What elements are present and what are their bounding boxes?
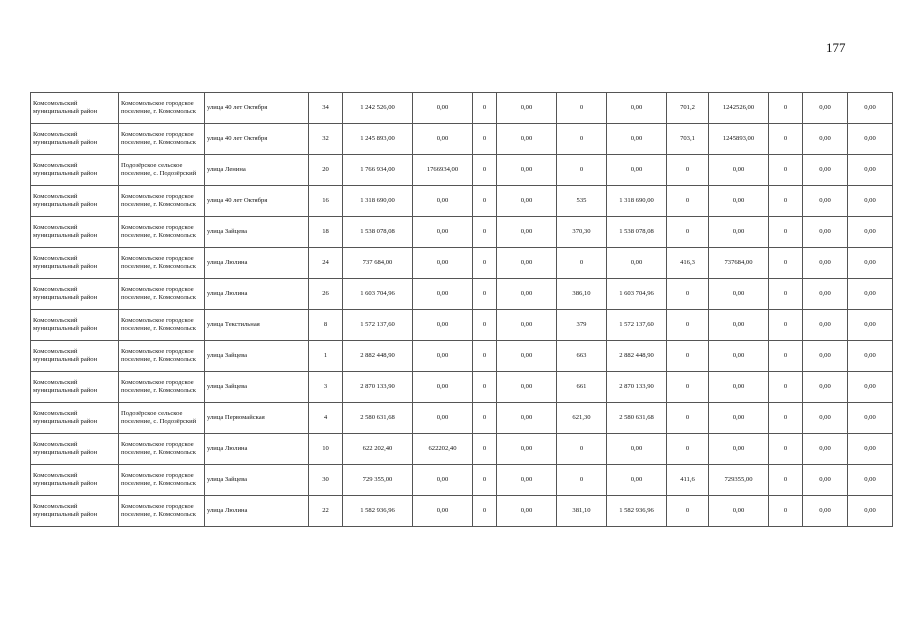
table-row	[31, 465, 893, 496]
cell-cost-col-8: 0,00	[497, 93, 557, 124]
cell-cost-col-12: 0,00	[709, 217, 769, 248]
cell-cost-col-10: 1 582 936,96	[607, 496, 667, 527]
cell-cost-col-8: 0,00	[497, 155, 557, 186]
cell-cost-col-14: 0,00	[803, 248, 848, 279]
cell-settlement: Комсомольское городское поселение, г. Комсомольск	[119, 186, 205, 217]
cell-count-col-7: 0	[473, 372, 497, 403]
cell-count-col-13: 0	[769, 465, 803, 496]
cell-cost-col-15: 0,00	[848, 124, 893, 155]
cell-house-number: 22	[309, 496, 343, 527]
cell-count-col-13: 0	[769, 248, 803, 279]
cell-cost-col-12: 737684,00	[709, 248, 769, 279]
cell-cost-col-6: 0,00	[413, 279, 473, 310]
cell-street: улица Первомайская	[205, 403, 309, 434]
cell-cost-col-10: 2 882 448,90	[607, 341, 667, 372]
cell-area-col-11: 0	[667, 155, 709, 186]
cell-total-cost: 1 582 936,96	[343, 496, 413, 527]
cell-cost-col-14: 0,00	[803, 403, 848, 434]
cell-cost-col-14: 0,00	[803, 372, 848, 403]
cell-cost-col-12: 0,00	[709, 279, 769, 310]
cell-house-number: 4	[309, 403, 343, 434]
cell-street: улица 40 лет Октября	[205, 186, 309, 217]
cell-cost-col-15: 0,00	[848, 93, 893, 124]
cell-cost-col-8: 0,00	[497, 279, 557, 310]
cell-settlement: Комсомольское городское поселение, г. Комсомольск	[119, 310, 205, 341]
cell-area-col-11: 0	[667, 496, 709, 527]
cell-total-cost: 737 684,00	[343, 248, 413, 279]
cell-house-number: 20	[309, 155, 343, 186]
cell-count-col-7: 0	[473, 279, 497, 310]
cell-area-col-11: 0	[667, 279, 709, 310]
table-row	[31, 155, 893, 186]
cell-cost-col-14: 0,00	[803, 279, 848, 310]
cell-street: улица Текстильная	[205, 310, 309, 341]
cell-cost-col-8: 0,00	[497, 310, 557, 341]
cell-district: Комсомольский муниципальный район	[31, 310, 119, 341]
cell-cost-col-10: 1 538 078,08	[607, 217, 667, 248]
cell-count-col-13: 0	[769, 93, 803, 124]
housing-register-table	[30, 92, 893, 527]
cell-count-col-13: 0	[769, 186, 803, 217]
cell-cost-col-6: 0,00	[413, 124, 473, 155]
cell-cost-col-12: 0,00	[709, 310, 769, 341]
cell-area-col-9: 0	[557, 124, 607, 155]
cell-settlement: Комсомольское городское поселение, г. Комсомольск	[119, 496, 205, 527]
cell-total-cost: 1 245 893,00	[343, 124, 413, 155]
table-row	[31, 372, 893, 403]
cell-cost-col-6: 0,00	[413, 186, 473, 217]
cell-street: улица Зайцева	[205, 217, 309, 248]
cell-area-col-11: 0	[667, 372, 709, 403]
cell-area-col-9: 661	[557, 372, 607, 403]
cell-area-col-11: 0	[667, 403, 709, 434]
cell-cost-col-12: 1245893,00	[709, 124, 769, 155]
cell-count-col-13: 0	[769, 279, 803, 310]
cell-cost-col-14: 0,00	[803, 434, 848, 465]
cell-cost-col-15: 0,00	[848, 186, 893, 217]
cell-area-col-9: 663	[557, 341, 607, 372]
cell-count-col-7: 0	[473, 155, 497, 186]
cell-cost-col-12: 0,00	[709, 403, 769, 434]
cell-area-col-9: 621,30	[557, 403, 607, 434]
cell-cost-col-10: 0,00	[607, 248, 667, 279]
table-row	[31, 496, 893, 527]
cell-street: улица Зайцева	[205, 341, 309, 372]
cell-cost-col-8: 0,00	[497, 341, 557, 372]
cell-cost-col-14: 0,00	[803, 186, 848, 217]
cell-cost-col-10: 0,00	[607, 124, 667, 155]
cell-district: Комсомольский муниципальный район	[31, 217, 119, 248]
cell-count-col-13: 0	[769, 155, 803, 186]
cell-street: улица Зайцева	[205, 465, 309, 496]
cell-cost-col-15: 0,00	[848, 465, 893, 496]
cell-cost-col-6: 0,00	[413, 496, 473, 527]
table-row	[31, 434, 893, 465]
cell-cost-col-15: 0,00	[848, 496, 893, 527]
cell-area-col-9: 381,10	[557, 496, 607, 527]
cell-area-col-9: 0	[557, 155, 607, 186]
cell-area-col-9: 0	[557, 248, 607, 279]
cell-count-col-7: 0	[473, 341, 497, 372]
cell-cost-col-15: 0,00	[848, 217, 893, 248]
cell-area-col-11: 0	[667, 341, 709, 372]
cell-cost-col-6: 0,00	[413, 248, 473, 279]
cell-count-col-7: 0	[473, 186, 497, 217]
cell-district: Комсомольский муниципальный район	[31, 434, 119, 465]
cell-district: Комсомольский муниципальный район	[31, 93, 119, 124]
cell-settlement: Подозёрское сельское поселение, с. Подозёрский	[119, 155, 205, 186]
cell-area-col-11: 416,3	[667, 248, 709, 279]
cell-cost-col-8: 0,00	[497, 372, 557, 403]
cell-area-col-9: 386,10	[557, 279, 607, 310]
cell-district: Комсомольский муниципальный район	[31, 341, 119, 372]
table-row	[31, 403, 893, 434]
cell-cost-col-10: 0,00	[607, 155, 667, 186]
table-row	[31, 310, 893, 341]
cell-settlement: Комсомольское городское поселение, г. Комсомольск	[119, 124, 205, 155]
cell-house-number: 10	[309, 434, 343, 465]
cell-cost-col-12: 1242526,00	[709, 93, 769, 124]
cell-house-number: 18	[309, 217, 343, 248]
cell-count-col-13: 0	[769, 217, 803, 248]
cell-area-col-9: 535	[557, 186, 607, 217]
cell-count-col-7: 0	[473, 403, 497, 434]
cell-cost-col-6: 0,00	[413, 310, 473, 341]
table-row	[31, 124, 893, 155]
cell-street: улица Зайцева	[205, 372, 309, 403]
cell-cost-col-14: 0,00	[803, 341, 848, 372]
cell-settlement: Комсомольское городское поселение, г. Комсомольск	[119, 434, 205, 465]
cell-street: улица 40 лет Октября	[205, 93, 309, 124]
cell-cost-col-14: 0,00	[803, 465, 848, 496]
table-row	[31, 248, 893, 279]
cell-cost-col-15: 0,00	[848, 403, 893, 434]
cell-settlement: Комсомольское городское поселение, г. Комсомольск	[119, 279, 205, 310]
cell-cost-col-6: 1766934,00	[413, 155, 473, 186]
cell-street: улица Люлина	[205, 434, 309, 465]
cell-count-col-13: 0	[769, 341, 803, 372]
cell-settlement: Комсомольское городское поселение, г. Комсомольск	[119, 372, 205, 403]
cell-count-col-7: 0	[473, 217, 497, 248]
cell-total-cost: 1 242 526,00	[343, 93, 413, 124]
cell-settlement: Комсомольское городское поселение, г. Комсомольск	[119, 217, 205, 248]
cell-settlement: Комсомольское городское поселение, г. Комсомольск	[119, 341, 205, 372]
cell-street: улица Люлина	[205, 248, 309, 279]
cell-house-number: 30	[309, 465, 343, 496]
cell-cost-col-8: 0,00	[497, 248, 557, 279]
cell-cost-col-10: 0,00	[607, 465, 667, 496]
table-row	[31, 341, 893, 372]
cell-cost-col-10: 1 603 704,96	[607, 279, 667, 310]
cell-cost-col-6: 0,00	[413, 341, 473, 372]
cell-total-cost: 622 202,40	[343, 434, 413, 465]
cell-cost-col-6: 0,00	[413, 403, 473, 434]
cell-total-cost: 1 766 934,00	[343, 155, 413, 186]
cell-count-col-7: 0	[473, 434, 497, 465]
cell-cost-col-12: 0,00	[709, 372, 769, 403]
cell-street: улица Люлина	[205, 279, 309, 310]
cell-cost-col-14: 0,00	[803, 310, 848, 341]
cell-count-col-13: 0	[769, 496, 803, 527]
cell-area-col-11: 0	[667, 186, 709, 217]
cell-cost-col-12: 0,00	[709, 155, 769, 186]
cell-area-col-11: 703,1	[667, 124, 709, 155]
cell-house-number: 32	[309, 124, 343, 155]
cell-district: Комсомольский муниципальный район	[31, 186, 119, 217]
cell-area-col-11: 701,2	[667, 93, 709, 124]
table-body	[31, 93, 893, 527]
cell-cost-col-10: 2 580 631,68	[607, 403, 667, 434]
cell-cost-col-12: 729355,00	[709, 465, 769, 496]
cell-count-col-7: 0	[473, 93, 497, 124]
cell-house-number: 1	[309, 341, 343, 372]
cell-district: Комсомольский муниципальный район	[31, 403, 119, 434]
cell-house-number: 8	[309, 310, 343, 341]
cell-cost-col-15: 0,00	[848, 372, 893, 403]
cell-district: Комсомольский муниципальный район	[31, 496, 119, 527]
cell-cost-col-6: 0,00	[413, 217, 473, 248]
cell-cost-col-8: 0,00	[497, 186, 557, 217]
cell-count-col-13: 0	[769, 310, 803, 341]
cell-district: Комсомольский муниципальный район	[31, 155, 119, 186]
page-number: 177	[826, 40, 846, 55]
cell-district: Комсомольский муниципальный район	[31, 248, 119, 279]
cell-cost-col-8: 0,00	[497, 434, 557, 465]
cell-cost-col-12: 0,00	[709, 186, 769, 217]
cell-cost-col-10: 0,00	[607, 93, 667, 124]
cell-cost-col-6: 0,00	[413, 465, 473, 496]
cell-cost-col-8: 0,00	[497, 403, 557, 434]
cell-cost-col-10: 1 572 137,60	[607, 310, 667, 341]
cell-total-cost: 2 882 448,90	[343, 341, 413, 372]
cell-house-number: 34	[309, 93, 343, 124]
cell-count-col-7: 0	[473, 248, 497, 279]
table-row	[31, 279, 893, 310]
cell-cost-col-15: 0,00	[848, 248, 893, 279]
table-row	[31, 186, 893, 217]
cell-count-col-7: 0	[473, 310, 497, 341]
cell-cost-col-6: 0,00	[413, 93, 473, 124]
cell-house-number: 24	[309, 248, 343, 279]
cell-cost-col-12: 0,00	[709, 496, 769, 527]
cell-total-cost: 2 580 631,68	[343, 403, 413, 434]
cell-street: улица 40 лет Октября	[205, 124, 309, 155]
cell-area-col-11: 0	[667, 310, 709, 341]
cell-cost-col-6: 622202,40	[413, 434, 473, 465]
cell-count-col-13: 0	[769, 403, 803, 434]
cell-cost-col-10: 0,00	[607, 434, 667, 465]
cell-area-col-11: 411,6	[667, 465, 709, 496]
cell-cost-col-15: 0,00	[848, 279, 893, 310]
cell-total-cost: 1 318 690,00	[343, 186, 413, 217]
cell-cost-col-12: 0,00	[709, 341, 769, 372]
cell-count-col-13: 0	[769, 124, 803, 155]
cell-house-number: 16	[309, 186, 343, 217]
cell-total-cost: 2 870 133,90	[343, 372, 413, 403]
cell-cost-col-15: 0,00	[848, 310, 893, 341]
cell-cost-col-15: 0,00	[848, 155, 893, 186]
cell-cost-col-14: 0,00	[803, 124, 848, 155]
cell-area-col-9: 0	[557, 465, 607, 496]
cell-cost-col-15: 0,00	[848, 341, 893, 372]
cell-settlement: Комсомольское городское поселение, г. Комсомольск	[119, 248, 205, 279]
cell-area-col-9: 0	[557, 434, 607, 465]
cell-cost-col-8: 0,00	[497, 217, 557, 248]
cell-total-cost: 729 355,00	[343, 465, 413, 496]
cell-settlement: Подозёрское сельское поселение, с. Подозёрский	[119, 403, 205, 434]
cell-count-col-7: 0	[473, 465, 497, 496]
cell-cost-col-15: 0,00	[848, 434, 893, 465]
cell-cost-col-14: 0,00	[803, 155, 848, 186]
cell-district: Комсомольский муниципальный район	[31, 465, 119, 496]
cell-house-number: 3	[309, 372, 343, 403]
cell-cost-col-14: 0,00	[803, 217, 848, 248]
cell-total-cost: 1 603 704,96	[343, 279, 413, 310]
cell-settlement: Комсомольское городское поселение, г. Комсомольск	[119, 465, 205, 496]
cell-count-col-7: 0	[473, 496, 497, 527]
cell-cost-col-8: 0,00	[497, 124, 557, 155]
cell-cost-col-12: 0,00	[709, 434, 769, 465]
cell-cost-col-8: 0,00	[497, 465, 557, 496]
table-row	[31, 93, 893, 124]
cell-area-col-11: 0	[667, 434, 709, 465]
table-row	[31, 217, 893, 248]
cell-area-col-9: 379	[557, 310, 607, 341]
cell-total-cost: 1 538 078,08	[343, 217, 413, 248]
cell-area-col-9: 0	[557, 93, 607, 124]
cell-area-col-9: 370,30	[557, 217, 607, 248]
cell-cost-col-6: 0,00	[413, 372, 473, 403]
cell-district: Комсомольский муниципальный район	[31, 124, 119, 155]
cell-total-cost: 1 572 137,60	[343, 310, 413, 341]
cell-cost-col-10: 2 870 133,90	[607, 372, 667, 403]
cell-street: улица Ленина	[205, 155, 309, 186]
cell-street: улица Люлина	[205, 496, 309, 527]
cell-cost-col-8: 0,00	[497, 496, 557, 527]
cell-count-col-13: 0	[769, 372, 803, 403]
cell-count-col-7: 0	[473, 124, 497, 155]
cell-district: Комсомольский муниципальный район	[31, 279, 119, 310]
cell-cost-col-14: 0,00	[803, 93, 848, 124]
cell-settlement: Комсомольское городское поселение, г. Комсомольск	[119, 93, 205, 124]
cell-house-number: 26	[309, 279, 343, 310]
cell-count-col-13: 0	[769, 434, 803, 465]
cell-cost-col-10: 1 318 690,00	[607, 186, 667, 217]
cell-cost-col-14: 0,00	[803, 496, 848, 527]
cell-area-col-11: 0	[667, 217, 709, 248]
cell-district: Комсомольский муниципальный район	[31, 372, 119, 403]
